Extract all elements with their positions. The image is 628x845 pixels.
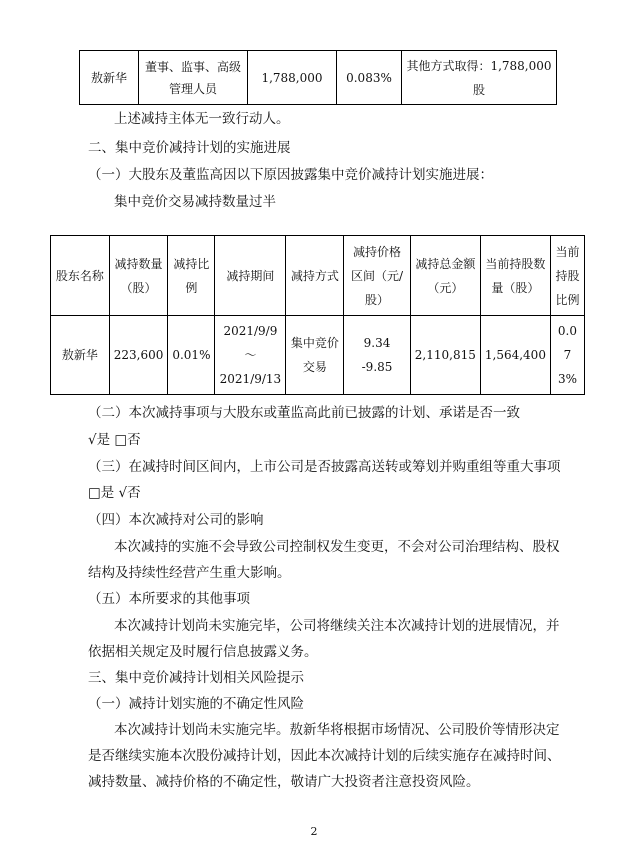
subsection-2-title: （二）本次减持事项与大股东或董监高此前已披露的计划、承诺是否一致 [88, 405, 520, 421]
table-header-row [51, 236, 585, 316]
holder-name-cell: 敖新华 [80, 51, 139, 105]
data-cell: 集中竞价交易 [286, 316, 344, 395]
paragraph-line: 减持数量、减持价格的不确定性，敬请广大投资者注意投资风险。 [88, 774, 480, 790]
subsection-3-answer: □是 √否 [88, 485, 141, 501]
data-cell: 1,564,400 [480, 316, 550, 395]
holder-identity-cell: 董事、监事、高级管理人员 [139, 51, 248, 105]
table-row [51, 316, 585, 395]
source-cell: 其他方式取得：1,788,000 股 [402, 51, 557, 105]
no-concert-note: 上述减持主体无一致行动人。 [114, 111, 290, 127]
data-cell: 9.34 -9.85 [344, 316, 411, 395]
header-cell: 股东名称 [51, 236, 110, 316]
holder-table-continued [79, 50, 557, 105]
paragraph-line: 依据相关规定及时履行信息披露义务。 [88, 644, 318, 660]
header-cell: 当前持股比例 [550, 236, 584, 316]
section-2-title: 二、集中竞价减持计划的实施进展 [88, 140, 291, 156]
data-cell: 2,110,815 [410, 316, 480, 395]
page-number: 2 [310, 825, 318, 838]
header-cell: 当前持股数量（股） [480, 236, 550, 316]
subsection-3-title: （三）在减持时间区间内，上市公司是否披露高送转或筹划并购重组等重大事项 [88, 459, 561, 475]
section-3-title: 三、集中竞价减持计划相关风险提示 [88, 670, 304, 686]
header-cell: 减持方式 [286, 236, 344, 316]
data-cell: 2021/9/9 ～ 2021/9/13 [215, 316, 286, 395]
data-cell: 0.01% [168, 316, 215, 395]
paragraph-line: 本次减持计划尚未实施完毕。敖新华将根据市场情况、公司股价等情形决定 [114, 722, 560, 738]
paragraph-line: 本次减持的实施不会导致公司控制权发生变更，不会对公司治理结构、股权 [114, 539, 560, 555]
subsection-2-answer: √是 □否 [88, 432, 141, 448]
holdings-cell: 1,788,000 [248, 51, 337, 105]
subsection-1-title: （一）大股东及董监高因以下原因披露集中竞价减持计划实施进展： [88, 167, 493, 183]
data-cell: 223,600 [109, 316, 168, 395]
header-cell: 减持数量（股） [109, 236, 168, 316]
paragraph-line: 是否继续实施本次股份减持计划，因此本次减持计划的后续实施存在减持时间、 [88, 748, 561, 764]
header-cell: 减持比例 [168, 236, 215, 316]
header-cell: 减持价格区间（元/股） [344, 236, 411, 316]
data-cell: 0.073% [550, 316, 584, 395]
reduction-progress-table [50, 235, 585, 395]
ratio-cell: 0.083% [337, 51, 402, 105]
paragraph-line: 本次减持计划尚未实施完毕，公司将继续关注本次减持计划的进展情况，并 [114, 618, 560, 634]
paragraph-line: 结构及持续性经营产生重大影响。 [88, 565, 291, 581]
header-cell: 减持期间 [215, 236, 286, 316]
reduction-reason: 集中竞价交易减持数量过半 [114, 194, 276, 210]
table-row [80, 51, 557, 105]
header-cell: 减持总金额（元） [410, 236, 480, 316]
risk-1-title: （一）减持计划实施的不确定性风险 [88, 696, 304, 712]
subsection-5-title: （五）本所要求的其他事项 [88, 591, 250, 607]
subsection-4-title: （四）本次减持对公司的影响 [88, 512, 264, 528]
data-cell: 敖新华 [51, 316, 110, 395]
